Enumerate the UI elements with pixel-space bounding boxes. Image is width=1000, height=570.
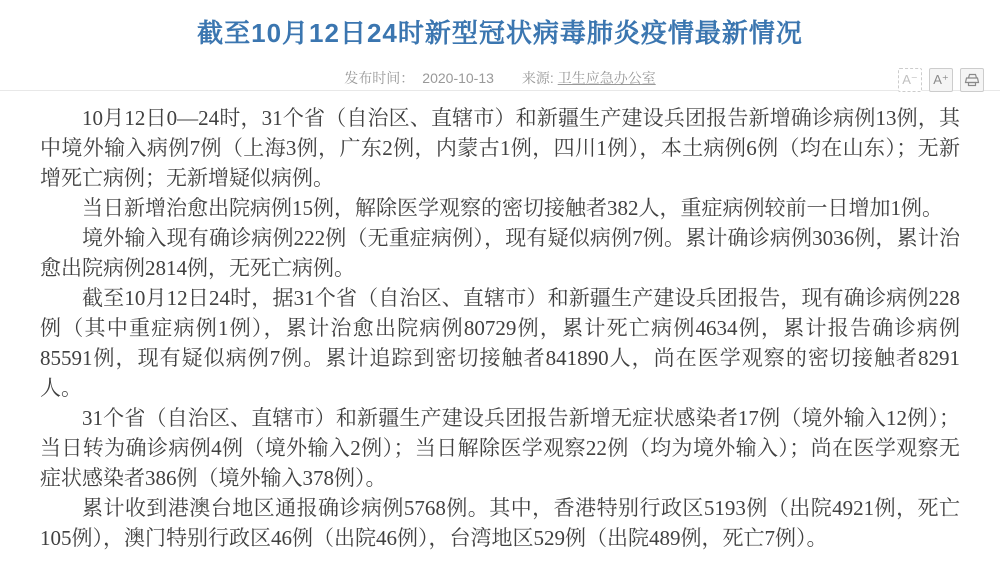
page-title: 截至10月12日24时新型冠状病毒肺炎疫情最新情况 xyxy=(197,18,803,48)
font-size-tools xyxy=(898,68,984,92)
article-paragraph: 境外输入现有确诊病例222例（无重症病例），现有疑似病例7例。累计确诊病例3036例，累计治愈出院病例2814例，无死亡病例。 xyxy=(40,226,960,280)
font-increase-label: A⁺ xyxy=(933,72,949,87)
font-decrease-label: A⁻ xyxy=(902,72,918,87)
article-paragraph: 当日新增治愈出院病例15例，解除医学观察的密切接触者382人，重症病例较前一日增加1例。 xyxy=(82,196,943,220)
article-paragraph: 10月12日0—24时，31个省（自治区、直辖市）和新疆生产建设兵团报告新增确诊病例13例，其中境外输入病例7例（上海3例，广东2例，内蒙古1例，四川1例），本土病例6例（均在山东）；无新增死亡病例；无新增疑似病例。 xyxy=(40,106,960,190)
printer-icon xyxy=(964,72,980,88)
article-paragraph: 累计收到港澳台地区通报确诊病例5768例。其中，香港特别行政区5193例（出院4921例，死亡105例），澳门特别行政区46例（出院46例），台湾地区529例（出院489例，死亡7例）。 xyxy=(40,496,960,550)
font-decrease-button[interactable] xyxy=(898,68,922,92)
article-paragraph: 截至10月12日24时，据31个省（自治区、直辖市）和新疆生产建设兵团报告，现有确诊病例228例（其中重症病例1例），累计治愈出院病例80729例，累计死亡病例4634例，累计报告确诊病例85591例，现有疑似病例7例。累计追踪到密切接触者841890人，尚在医学观察的密切接触者8291人。 xyxy=(40,286,960,400)
article-meta xyxy=(0,68,1000,88)
source-link[interactable]: 卫生应急办公室 xyxy=(557,70,656,86)
publish-date: 2020-10-13 xyxy=(422,70,494,86)
article-body xyxy=(0,91,1000,553)
print-button[interactable] xyxy=(960,68,984,92)
publish-time-label: 发布时间： xyxy=(344,70,415,86)
article-header xyxy=(0,0,1000,90)
font-increase-button[interactable] xyxy=(929,68,953,92)
article-paragraph: 31个省（自治区、直辖市）和新疆生产建设兵团报告新增无症状感染者17例（境外输入12例）；当日转为确诊病例4例（境外输入2例）；当日解除医学观察22例（均为境外输入）；尚在医学观察无症状感染者386例（境外输入378例）。 xyxy=(40,406,960,490)
source-label: 来源: xyxy=(521,70,554,86)
